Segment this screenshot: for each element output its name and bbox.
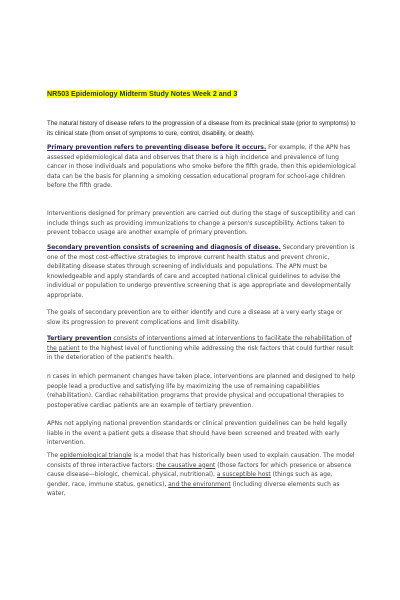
tertiary-cases-paragraph: n cases in which permanent changes have taken place, interventions are planned and designed to help people lead a productive and satisfying life by maximizing the use of remaining capabilities (rehabilitation). Cardiac rehabilitation programs that provide physical and occupational therapies to postoperative cardiac patients are an example of tertiary prevention. bbox=[47, 373, 356, 409]
triangle-end: (including diverse elements such as water, bbox=[47, 480, 340, 498]
apn-liability-paragraph: APNs not applying national prevention standards or clinical prevention guidelines can be held legally liable in the event a patient gets a disease that should have been screened and treated with early intervention. bbox=[47, 420, 347, 447]
secondary-prevention-text: Secondary prevention is one of the most cost-effective strategies to improve current health status and prevent chronic, debilitating disease states through screening of individuals and populations. The APN must be knowledgeable and apply standards of care and accepted national clinical guidelines to advise the individual or population to undergo preventive screening that is age appropriate and developmentally appropriate. bbox=[47, 244, 355, 299]
tertiary-prevention-heading: Tertiary prevention bbox=[47, 335, 112, 342]
tertiary-prevention-paragraph bbox=[47, 334, 357, 363]
triangle-mid1: is a model that has historically been used to explain causation. The model consists of three interactive factors: bbox=[47, 452, 355, 469]
triangle-agent: the causative agent bbox=[156, 461, 216, 469]
document-title bbox=[47, 90, 347, 98]
tertiary-prevention-text: to the highest level of functioning while addressing the risk factors that could further result in the deterioration of the patient's health. bbox=[47, 344, 354, 362]
primary-prevention-text: For example, if the APN has assessed epidemiological data and observes that there is a high incidence and prevalence of lung cancer in those individuals and populations who smoke before the fifth grade, then this epidemiological data can be the basis for planning a smoking cessation educational program for school-age children before the fifth grade. bbox=[47, 144, 356, 190]
triangle-host: a susceptible host bbox=[216, 471, 271, 479]
intro-paragraph: The natural history of disease refers to the progression of a disease from its preclinical state (prior to symptoms) to its clinical state (from onset of symptoms to cure, control, disability, or death). bbox=[47, 120, 356, 137]
epidemiological-triangle-paragraph bbox=[47, 451, 357, 499]
triangle-environment: and the environment bbox=[168, 480, 231, 488]
secondary-prevention-paragraph bbox=[47, 243, 357, 301]
triangle-mid3: (things such as age, gender, race, immune status, genetics), bbox=[47, 471, 333, 488]
secondary-prevention-heading: Secondary prevention consists of screening and diagnosis of disease. bbox=[47, 244, 281, 251]
triangle-link: epidemiological triangle bbox=[59, 452, 132, 459]
primary-prevention-paragraph bbox=[47, 143, 357, 191]
primary-interventions-paragraph: Interventions designed for primary prevention are carried out during the stage of susceptibility and can include things such as providing immunizations to change a person's susceptibility. Actions taken to prevent tobacco usage are another example of primary prevention. bbox=[47, 210, 356, 237]
triangle-mid2: (those factors for which presence or absence cause disease—biologic, chemical, physical, nutritional), bbox=[47, 461, 352, 479]
tertiary-prevention-underlined: consists of interventions aimed at interventions to facilitate the rehabilitation of the patient bbox=[47, 335, 352, 352]
secondary-goals-paragraph: The goals of secondary prevention are to either identify and cure a disease at a very early stage or slow its progression to prevent complications and limit disability. bbox=[47, 309, 343, 326]
triangle-pre: The bbox=[47, 452, 60, 459]
primary-prevention-heading: Primary prevention refers to preventing disease before it occurs. bbox=[47, 144, 267, 151]
title-highlight: NR503 Epidemiology Midterm Study Notes Week 2 and 3 bbox=[47, 90, 238, 98]
